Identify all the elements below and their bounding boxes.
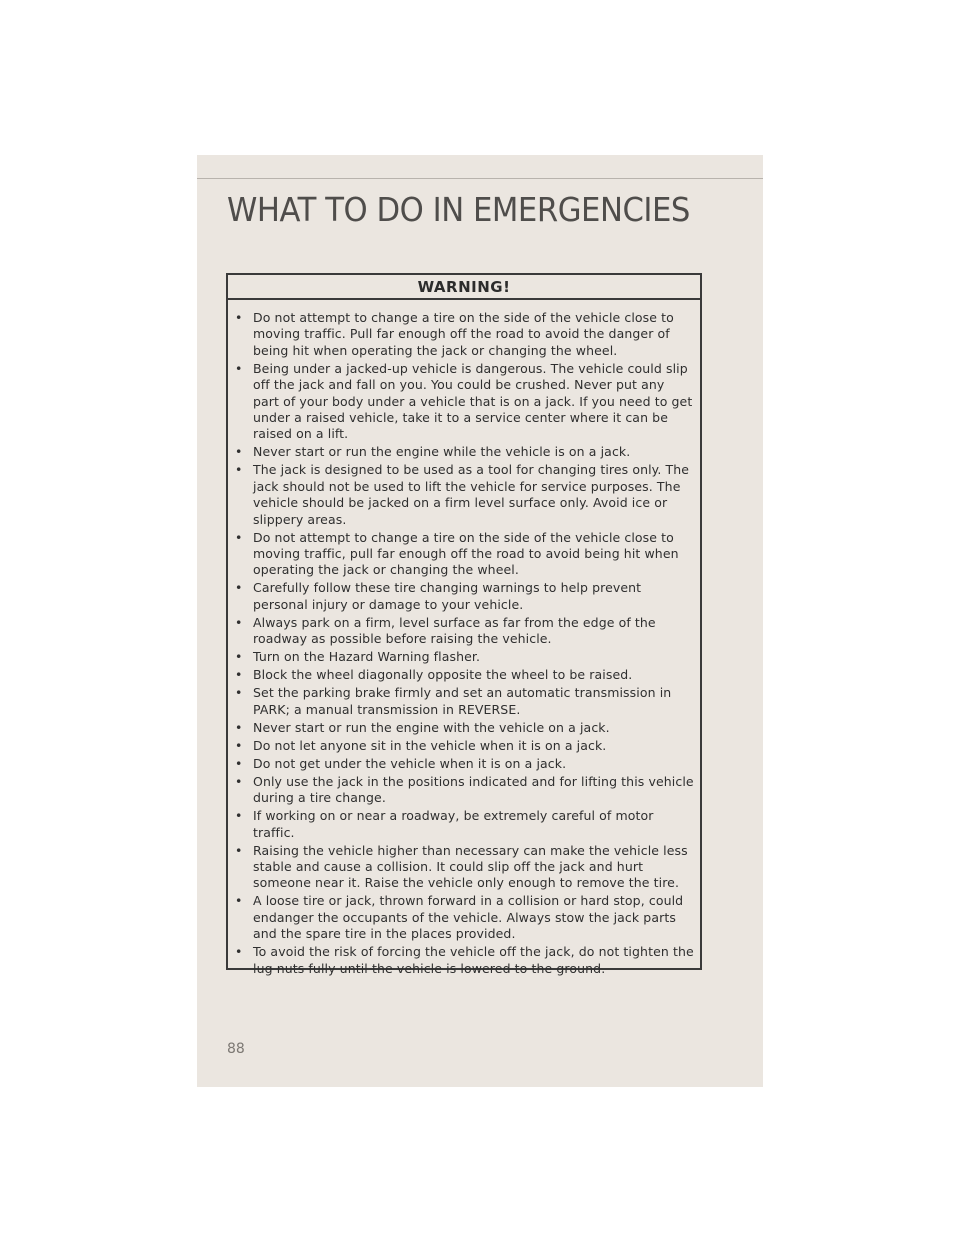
bullet-icon: • [235, 529, 243, 545]
bullet-icon: • [235, 649, 243, 665]
warning-item [234, 774, 694, 807]
bullet-icon: • [235, 944, 243, 960]
warning-item-text: Block the wheel diagonally opposite the wheel to be raised. [253, 667, 633, 683]
header-rule [197, 178, 763, 179]
warning-item [234, 720, 694, 736]
warning-item [234, 843, 694, 892]
page-number: 88 [227, 1041, 245, 1057]
warning-item [234, 667, 694, 683]
warning-item-text: Turn on the Hazard Warning flasher. [253, 649, 481, 665]
warning-item-text: Always park on a firm, level surface as far from the edge of the roadway as possible before raising the vehicle. [253, 614, 656, 647]
warning-item [234, 756, 694, 772]
bullet-icon: • [235, 360, 243, 376]
bullet-icon: • [235, 444, 243, 460]
warning-item-text: Do not let anyone sit in the vehicle when it is on a jack. [253, 737, 607, 753]
warning-item [234, 944, 694, 977]
warning-item-text: Do not attempt to change a tire on the side of the vehicle close to moving traffic, pull far enough off the road to avoid being hit when operating the jack or changing the wheel. [253, 529, 679, 578]
warning-item [234, 462, 694, 528]
warning-item [234, 530, 694, 579]
warning-item-text: Carefully follow these tire changing warnings to help prevent personal injury or damage to your vehicle. [253, 580, 642, 612]
warning-item-text: Do not attempt to change a tire on the side of the vehicle close to moving traffic. Pull far enough off the road to avoid the danger of being hit when operating the jack or changing the wheel. [253, 310, 674, 358]
warning-item [234, 808, 694, 841]
warning-item-text: If working on or near a roadway, be extremely careful of motor traffic. [253, 808, 654, 840]
warning-title: WARNING! [228, 275, 700, 300]
bullet-icon: • [235, 737, 243, 753]
warning-item [234, 738, 694, 754]
warning-item [234, 615, 694, 648]
warning-item-text: Never start or run the engine with the vehicle on a jack. [253, 719, 610, 735]
bullet-icon: • [235, 719, 243, 735]
warning-item [234, 893, 694, 942]
warning-item-text: To avoid the risk of forcing the vehicle off the jack, do not tighten the lug nuts fully until the vehicle is lowered to the ground. [253, 944, 694, 976]
warning-item [234, 361, 694, 443]
bullet-icon: • [235, 462, 243, 478]
warning-item [234, 649, 694, 665]
bullet-icon: • [235, 893, 243, 909]
warning-item [234, 444, 694, 460]
bullet-icon: • [235, 614, 243, 630]
warning-item-text: The jack is designed to be used as a tool for changing tires only. The jack should not be used to lift the vehicle for service purposes. The vehicle should be jacked on a firm level surface only. Avoid ice or slippery areas. [253, 462, 690, 527]
warning-item [234, 580, 694, 613]
section-title: WHAT TO DO IN EMERGENCIES [227, 190, 690, 229]
warning-item [234, 685, 694, 718]
warning-box [226, 273, 702, 976]
warning-item-text: Only use the jack in the positions indicated and for lifting this vehicle during a tire change. [253, 773, 694, 806]
warning-item [234, 310, 694, 359]
bullet-icon: • [235, 310, 243, 325]
warning-item-text: Being under a jacked-up vehicle is dangerous. The vehicle could slip off the jack and fall on you. You could be crushed. Never put any part of your body under a vehicle that is on a jack. If you need to get under a raised vehicle, take it to a service center where it can be raised on a lift. [253, 360, 693, 442]
warning-item-text: Do not get under the vehicle when it is on a jack. [253, 755, 567, 771]
bullet-icon: • [235, 667, 243, 683]
bullet-icon: • [235, 755, 243, 771]
warning-list [228, 300, 700, 977]
bullet-icon: • [235, 580, 243, 596]
bullet-icon: • [235, 773, 243, 789]
warning-item-text: Never start or run the engine while the vehicle is on a jack. [253, 444, 631, 460]
manual-page [197, 155, 763, 1087]
bullet-icon: • [235, 842, 243, 858]
warning-item-text: Raising the vehicle higher than necessary can make the vehicle less stable and cause a collision. It could slip off the jack and hurt someone near it. Raise the vehicle only enough to remove the tire. [253, 842, 688, 891]
bullet-icon: • [235, 808, 243, 824]
warning-item-text: A loose tire or jack, thrown forward in a collision or hard stop, could endanger the occupants of the vehicle. Always stow the jack parts and the spare tire in the places provided. [253, 893, 684, 942]
warning-item-text: Set the parking brake firmly and set an automatic transmission in PARK; a manual transmission in REVERSE. [253, 685, 672, 717]
bullet-icon: • [235, 685, 243, 701]
